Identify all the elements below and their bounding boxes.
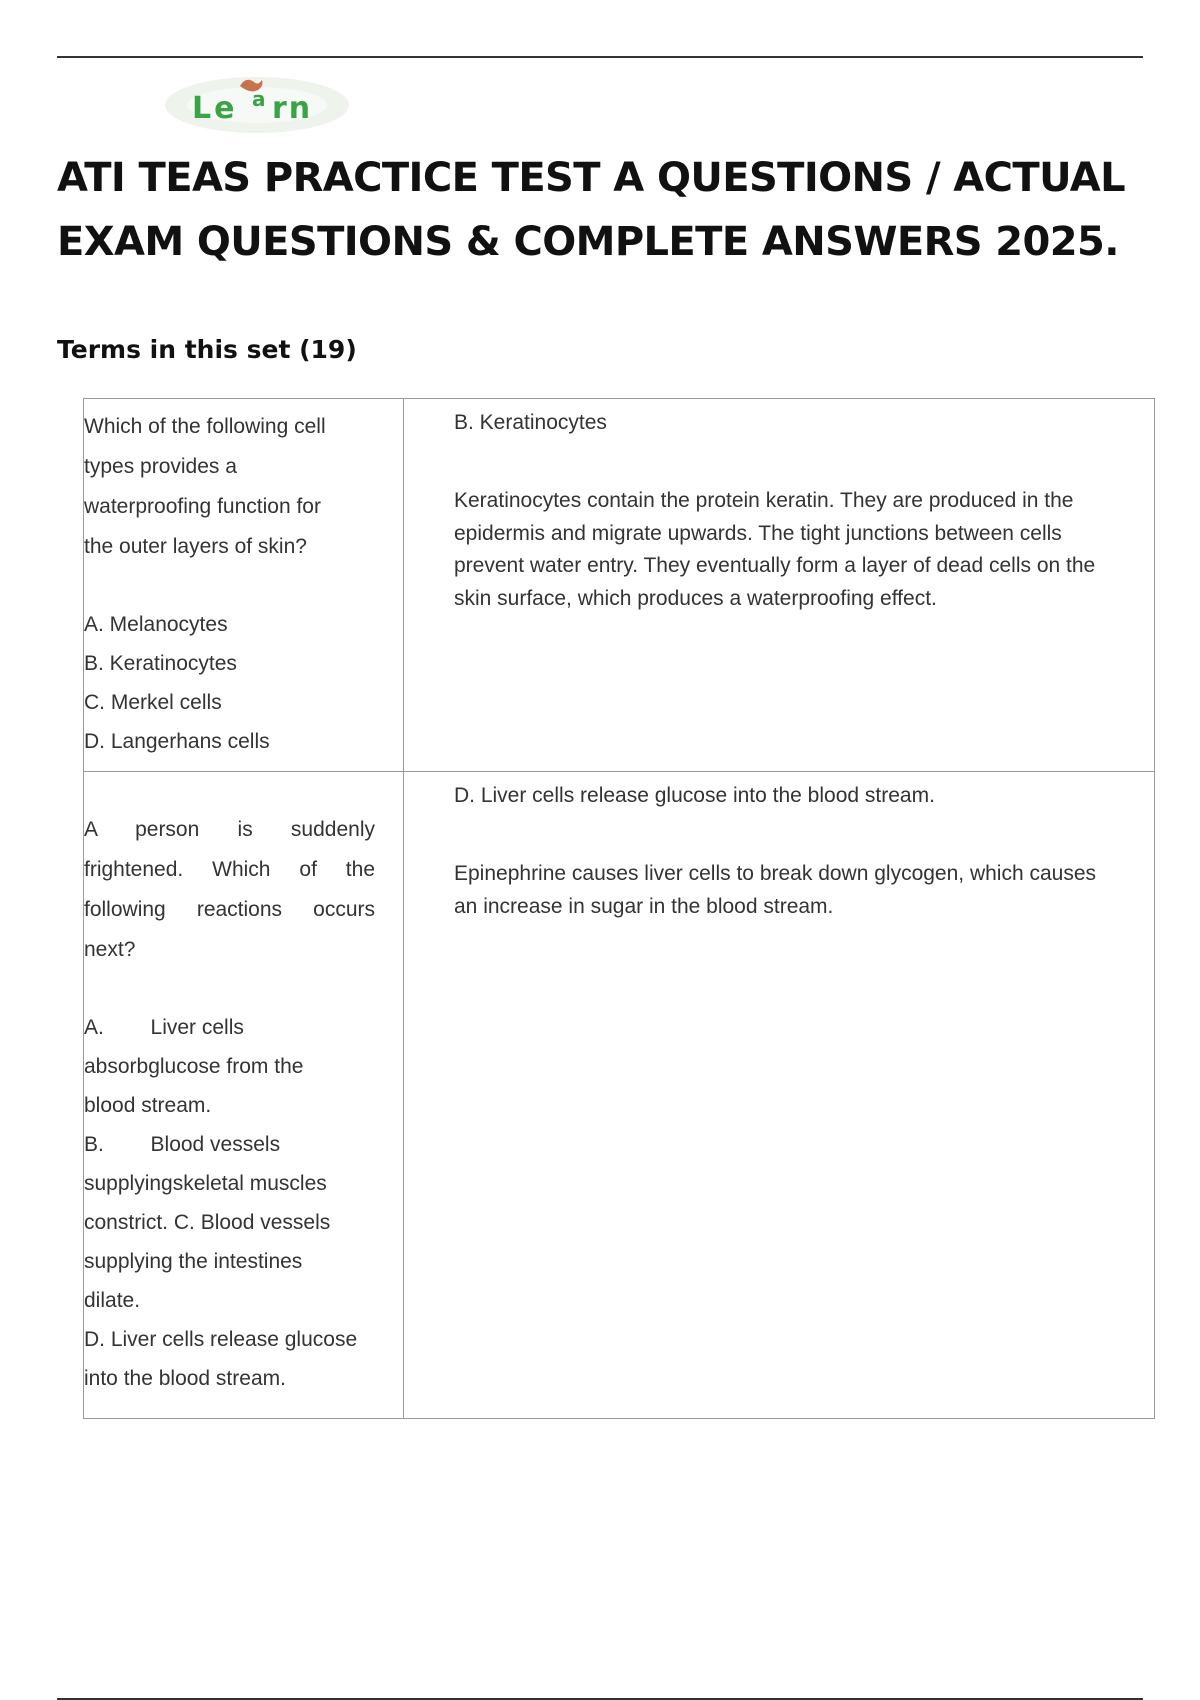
option-line: blood stream.	[84, 1094, 212, 1117]
correct-answer: D. Liver cells release glucose into the blood stream.	[454, 784, 935, 807]
option-line: D. Liver cells release glucose	[84, 1328, 358, 1351]
svg-text:Le: Le	[192, 91, 238, 126]
answer-options	[84, 1008, 375, 1398]
term-row	[84, 772, 1155, 1419]
question-cell	[84, 399, 404, 772]
option-item: C. Merkel cells	[84, 691, 222, 714]
option-line: absorbglucose from the	[84, 1055, 304, 1078]
option-line: dilate.	[84, 1289, 141, 1312]
option-item: B. Keratinocytes	[84, 652, 237, 675]
answer-cell	[404, 772, 1155, 1419]
option-line: A. Liver cells	[84, 1016, 244, 1039]
option-line: supplyingskeletal muscles	[84, 1172, 327, 1195]
question-line: A person is suddenly	[84, 818, 375, 841]
title-line-2: EXAM QUESTIONS & COMPLETE ANSWERS 2025.	[57, 219, 1119, 265]
correct-answer: B. Keratinocytes	[454, 411, 607, 434]
option-line: into the blood stream.	[84, 1367, 286, 1390]
option-item: D. Langerhans cells	[84, 730, 270, 753]
option-line: B. Blood vessels	[84, 1133, 281, 1156]
question-cell	[84, 772, 404, 1419]
question-text	[84, 810, 375, 970]
top-divider	[57, 56, 1143, 58]
learn-logo-graphic	[162, 72, 352, 138]
answer-options	[84, 605, 375, 761]
answer-cell	[404, 399, 1155, 772]
answer-explanation: Epinephrine causes liver cells to break down glycogen, which causes an increase in sugar in the blood stream.	[454, 862, 1097, 918]
svg-text:a: a	[252, 87, 266, 111]
term-row	[84, 399, 1155, 772]
terms-heading: Terms in this set (19)	[57, 335, 357, 364]
terms-table	[83, 398, 1155, 1419]
option-item: A. Melanocytes	[84, 613, 228, 636]
question-line: following reactions occurs	[84, 898, 375, 921]
document-title	[57, 146, 1147, 274]
question-text: Which of the following cell types provides a waterproofing function for the outer layers of skin?	[84, 415, 326, 558]
learn-logo	[162, 72, 352, 138]
answer-explanation: Keratinocytes contain the protein keratin. They are produced in the epidermis and migrate upwards. The tight junctions between cells prevent water entry. They eventually form a layer of dead cells on the skin surface, which produces a waterproofing effect.	[454, 489, 1096, 610]
option-line: supplying the intestines	[84, 1250, 303, 1273]
title-line-1: ATI TEAS PRACTICE TEST A QUESTIONS / ACTUAL	[57, 155, 1125, 201]
svg-text:rn: rn	[272, 91, 313, 126]
question-line: frightened. Which of the	[84, 858, 375, 881]
question-line: next?	[84, 938, 136, 961]
option-line: constrict. C. Blood vessels	[84, 1211, 331, 1234]
